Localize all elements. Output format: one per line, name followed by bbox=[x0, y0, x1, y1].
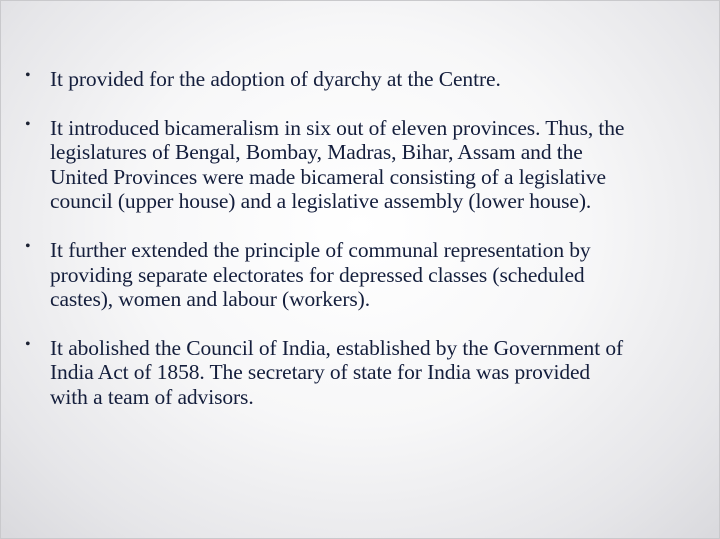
bullet-line: with a team of advisors. bbox=[50, 384, 254, 409]
bullet-line: It provided for the adoption of dyarchy at the Centre. bbox=[50, 67, 501, 91]
bullet-line: United Provinces were made bicameral consisting of a legislative bbox=[50, 164, 607, 189]
bullet-line: India Act of 1858. The secretary of state for India was provided bbox=[50, 360, 591, 385]
bullet-dot-icon: • bbox=[25, 237, 31, 255]
bullet-line: council (upper house) and a legislative assembly (lower house). bbox=[50, 189, 592, 214]
bullet-dot-icon: • bbox=[25, 67, 31, 84]
bullet-list bbox=[25, 67, 705, 434]
bullet-item bbox=[25, 67, 705, 92]
bullet-item bbox=[25, 238, 705, 312]
bullet-item bbox=[25, 116, 705, 214]
bullet-line: legislatures of Bengal, Bombay, Madras, Bihar, Assam and the bbox=[50, 140, 583, 165]
bullet-dot-icon: • bbox=[25, 335, 31, 353]
bullet-line: It abolished the Council of India, established by the Government of bbox=[50, 335, 624, 360]
bullet-dot-icon: • bbox=[25, 115, 31, 133]
bullet-line: It introduced bicameralism in six out of eleven provinces. Thus, the bbox=[50, 115, 625, 140]
bullet-line: castes), women and labour (workers). bbox=[50, 287, 370, 312]
bullet-item bbox=[25, 336, 705, 410]
bullet-line: It further extended the principle of communal representation by bbox=[50, 237, 591, 262]
bullet-line: providing separate electorates for depressed classes (scheduled bbox=[50, 262, 585, 287]
